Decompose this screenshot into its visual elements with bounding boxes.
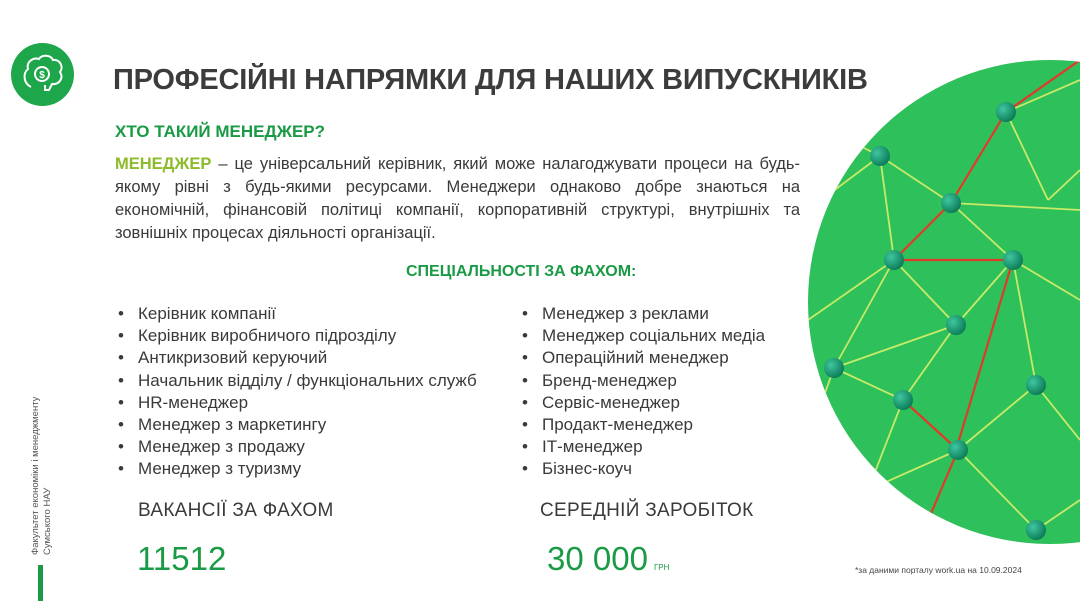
salary-label: СЕРЕДНІЙ ЗАРОБІТОК bbox=[540, 500, 754, 521]
manager-question-heading: ХТО ТАКИЙ МЕНЕДЖЕР? bbox=[115, 122, 326, 141]
faculty-vertical-caption bbox=[30, 375, 54, 555]
specialties-heading: СПЕЦІАЛЬНОСТІ ЗА ФАХОМ: bbox=[406, 263, 637, 280]
manager-definition-text: – це універсальний керівник, який може налагоджувати процеси на будь-якому рівні з будь-якими ресурсами. Менеджери однаково добре знаються на економічній, фінансовій політиці компанії, корпоративній структурі, внутрішніх та зовнішніх процесах діяльності організації. bbox=[115, 155, 800, 242]
manager-term: МЕНЕДЖЕР bbox=[115, 155, 212, 173]
source-footnote: *за даними порталу work.ua на 10.09.2024 bbox=[855, 565, 1022, 575]
list-item: • Сервіс-менеджер bbox=[522, 392, 765, 414]
faculty-logo-icon bbox=[11, 43, 74, 106]
vacancies-value: 11512 bbox=[137, 540, 227, 577]
network-pins-photo bbox=[808, 60, 1080, 544]
salary-value: 30 000 bbox=[547, 540, 648, 577]
salary-block bbox=[547, 540, 669, 578]
list-item: • Керівник компанії bbox=[118, 303, 477, 325]
faculty-name: Факультет економіки і менеджменту bbox=[30, 396, 41, 555]
list-item: • Продакт-менеджер bbox=[522, 414, 765, 436]
specialties-list-left bbox=[118, 303, 477, 481]
university-name: Сумського НАУ bbox=[42, 487, 53, 555]
list-item: • Антикризовий керуючий bbox=[118, 347, 477, 369]
vacancies-label: ВАКАНСІЇ ЗА ФАХОМ bbox=[138, 500, 334, 521]
list-item: • Бізнес-коуч bbox=[522, 458, 765, 480]
list-item: • Операційний менеджер bbox=[522, 347, 765, 369]
sidebar-accent-bar bbox=[38, 565, 43, 601]
list-item: • ІТ-менеджер bbox=[522, 436, 765, 458]
specialties-list-right bbox=[522, 303, 765, 481]
list-item: • HR-менеджер bbox=[118, 392, 477, 414]
salary-unit: ГРН bbox=[653, 563, 670, 572]
manager-definition bbox=[115, 153, 800, 245]
list-item: • Менеджер з маркетингу bbox=[118, 414, 477, 436]
list-item: • Керівник виробничого підрозділу bbox=[118, 325, 477, 347]
list-item: • Менеджер соціальних медіа bbox=[522, 325, 765, 347]
list-item: • Менеджер з туризму bbox=[118, 458, 477, 480]
list-item: • Менеджер з реклами bbox=[522, 303, 765, 325]
svg-text:$: $ bbox=[39, 70, 45, 81]
list-item: • Менеджер з продажу bbox=[118, 436, 477, 458]
list-item: • Бренд-менеджер bbox=[522, 370, 765, 392]
list-item: • Начальник відділу / функціональних служб bbox=[118, 370, 477, 392]
page-title: ПРОФЕСІЙНІ НАПРЯМКИ ДЛЯ НАШИХ ВИПУСКНИКІВ bbox=[113, 64, 868, 96]
